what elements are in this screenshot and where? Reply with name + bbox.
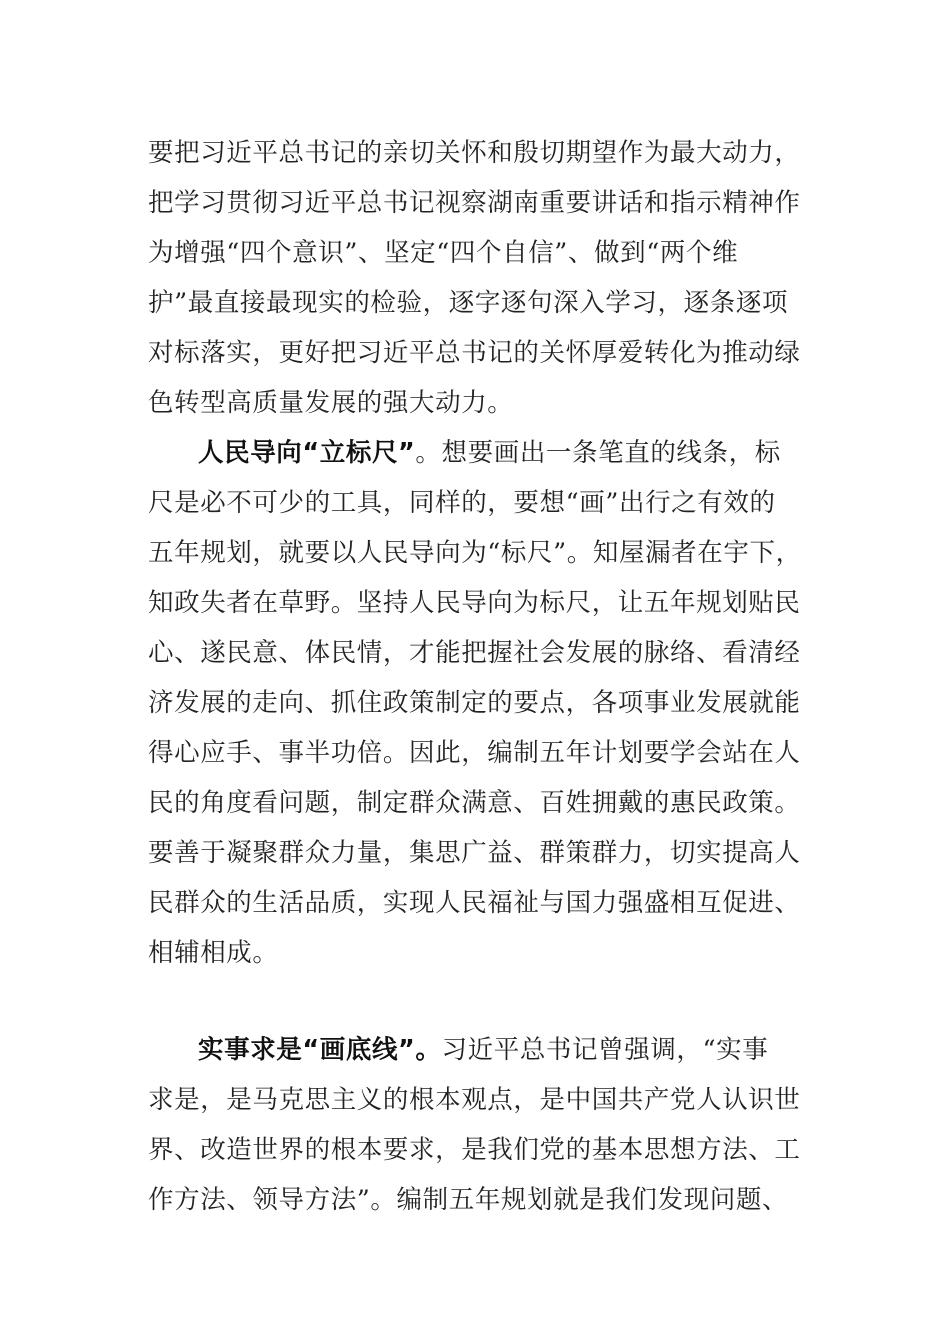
text-line: 尺是必不可少的工具，同样的，要想“画”出行之有效的 bbox=[148, 488, 776, 518]
text-line: 求是，是马克思主义的根本观点，是中国共产党人认识世 bbox=[148, 1085, 801, 1115]
text-line: 得心应手、事半功倍。因此，编制五年计划要学会站在人 bbox=[148, 738, 801, 768]
text-span: 习近平总书记曾强调，“实事 bbox=[441, 1035, 769, 1065]
text-line: 济发展的走向、抓住政策制定的要点，各项事业发展就能 bbox=[148, 688, 801, 718]
text-line: 色转型高质量发展的强大动力。 bbox=[148, 388, 514, 418]
paragraph-first-line bbox=[198, 1030, 858, 1070]
text-line: 把学习贯彻习近平总书记视察湖南重要讲话和指示精神作 bbox=[148, 188, 801, 218]
text-line: 要善于凝聚群众力量，集思广益、群策群力，切实提高人 bbox=[148, 838, 801, 868]
text-span: 。想要画出一条笔直的线条，标 bbox=[415, 438, 781, 468]
text-line: 民群众的生活品质，实现人民福祉与国力强盛相互促进、 bbox=[148, 888, 801, 918]
text-line: 知政失者在草野。坚持人民导向为标尺，让五年规划贴民 bbox=[148, 588, 801, 618]
text-line: 相辅相成。 bbox=[148, 938, 279, 968]
text-line: 界、改造世界的根本要求，是我们党的基本思想方法、工 bbox=[148, 1135, 801, 1165]
text-line: 要把习近平总书记的亲切关怀和殷切期望作为最大动力， bbox=[148, 138, 801, 168]
text-line: 为增强“四个意识”、坚定“四个自信”、做到“两个维 bbox=[148, 238, 739, 268]
text-line: 护”最直接最现实的检验，逐字逐句深入学习，逐条逐项 bbox=[148, 288, 789, 318]
paragraph-heading: 实事求是“画底线”。 bbox=[198, 1035, 442, 1065]
paragraph-first-line bbox=[198, 433, 858, 473]
text-line: 心、遂民意、体民情，才能把握社会发展的脉络、看清经 bbox=[148, 638, 801, 668]
paragraph-heading: 人民导向“立标尺” bbox=[198, 438, 416, 468]
text-line: 对标落实，更好把习近平总书记的关怀厚爱转化为推动绿 bbox=[148, 338, 801, 368]
text-line: 民的角度看问题，制定群众满意、百姓拥戴的惠民政策。 bbox=[148, 788, 801, 818]
text-line: 作方法、领导方法”。编制五年规划就是我们发现问题、 bbox=[148, 1185, 789, 1215]
text-line: 五年规划，就要以人民导向为“标尺”。知屋漏者在宇下， bbox=[148, 538, 802, 568]
